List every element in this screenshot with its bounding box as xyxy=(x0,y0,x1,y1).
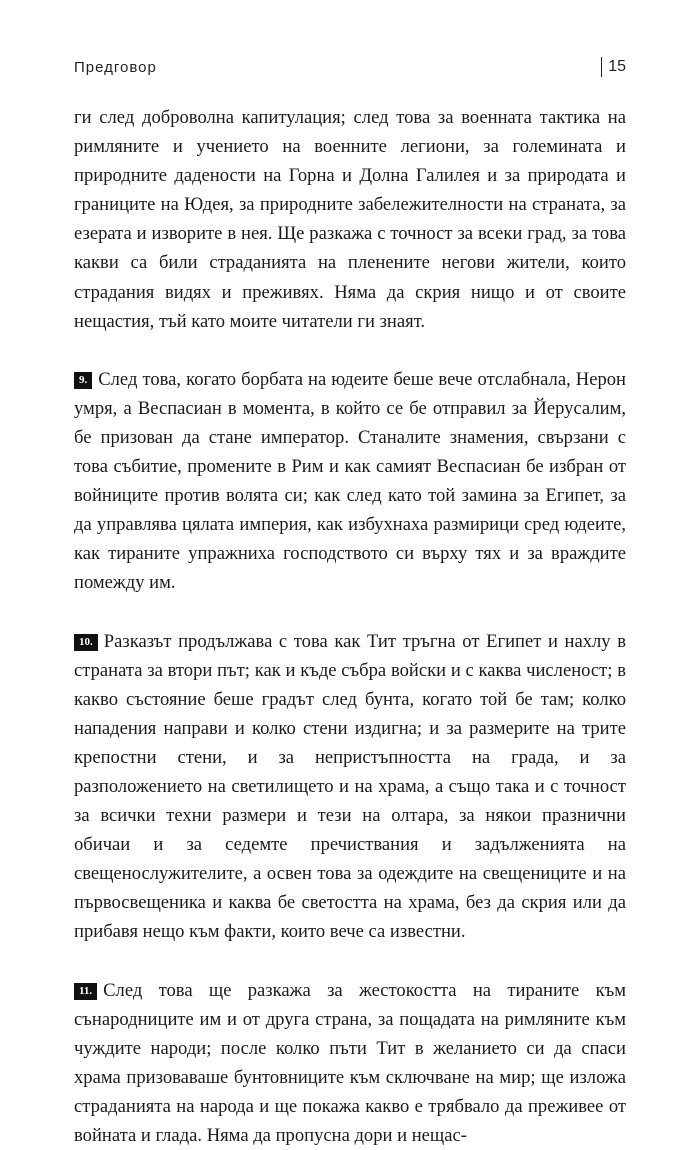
paragraph-text: След това, когато борбата на юдеите беше вече отслабнала, Нерон умря, а Веспасиан в момента, в който се бе отправил за Йерусалим, бе призован да стане император. Станалите знамения, свързани с това събитие, промените в Рим и как самият Веспасиан бе избран от войниците против волята си; как след като той замина за Египет, за да управлява цялата империя, как избухнаха размирици сред юдеите, как тираните упражниха господството си върху тях и за враждите помежду им. xyxy=(74,368,626,594)
paragraph-11 xyxy=(74,976,626,1150)
paragraph-9 xyxy=(74,365,626,598)
paragraph-continuation xyxy=(74,103,626,336)
paragraph-text: Разказът продължава с това как Тит тръгна от Египет и нахлу в страната за втори път; как и къде събра войски и с каква численост; в какво състояние беше градът след бунта, когато той бе там; колко нападения направи и колко стени издигна; и за размерите на трите крепостни стени, и за непристъпността на града, и за разположението на светилището и на храма, а също така и с точност за всички техни размери и тези на олтара, за някои празнични обичаи и за седемте пречиствания и задълженията на свещенослужителите, а освен това за одеждите на свещениците и на първосвещеника и каква бе светостта на храма, без да скрия или да прибавя нещо към факти, които вече са известни. xyxy=(74,630,626,943)
paragraph-text: ги след доброволна капитулация; след това за военната тактика на римляните и учението на военните легиони, за големината и природните дадености на Горна и Долна Галилея и за природата и границите на Юдея, за природните забележителности на страната, за езерата и изворите в нея. Ще разкажа с точност за всеки град, за това какви са били страданията на пленените негови жители, които страдания видях и преживях. Няма да скрия нищо и от своите нещастия, тъй като моите читатели ги знаят. xyxy=(74,107,626,332)
page-header xyxy=(74,57,626,83)
paragraph-number-badge: 10. xyxy=(74,634,98,651)
paragraph-number-badge: 11. xyxy=(74,983,97,1000)
paragraph-number-badge: 9. xyxy=(74,372,92,389)
body-text xyxy=(74,103,626,1150)
page-number: 15 xyxy=(601,57,626,77)
paragraph-text: След това ще разкажа за жестокостта на тираните към сънародниците им и от друга страна, за пощадата на римляните към чуждите народи; после колко пъти Тит в желанието си да спаси храма призоваваше бунтовниците към сключване на мир; ще изложа страданията на народа и ще покажа какво е трябвало да преживее от войната и глада. Няма да пропусна дори и нещас- xyxy=(74,979,626,1146)
paragraph-10 xyxy=(74,627,626,947)
running-title: Предговор xyxy=(74,59,157,76)
